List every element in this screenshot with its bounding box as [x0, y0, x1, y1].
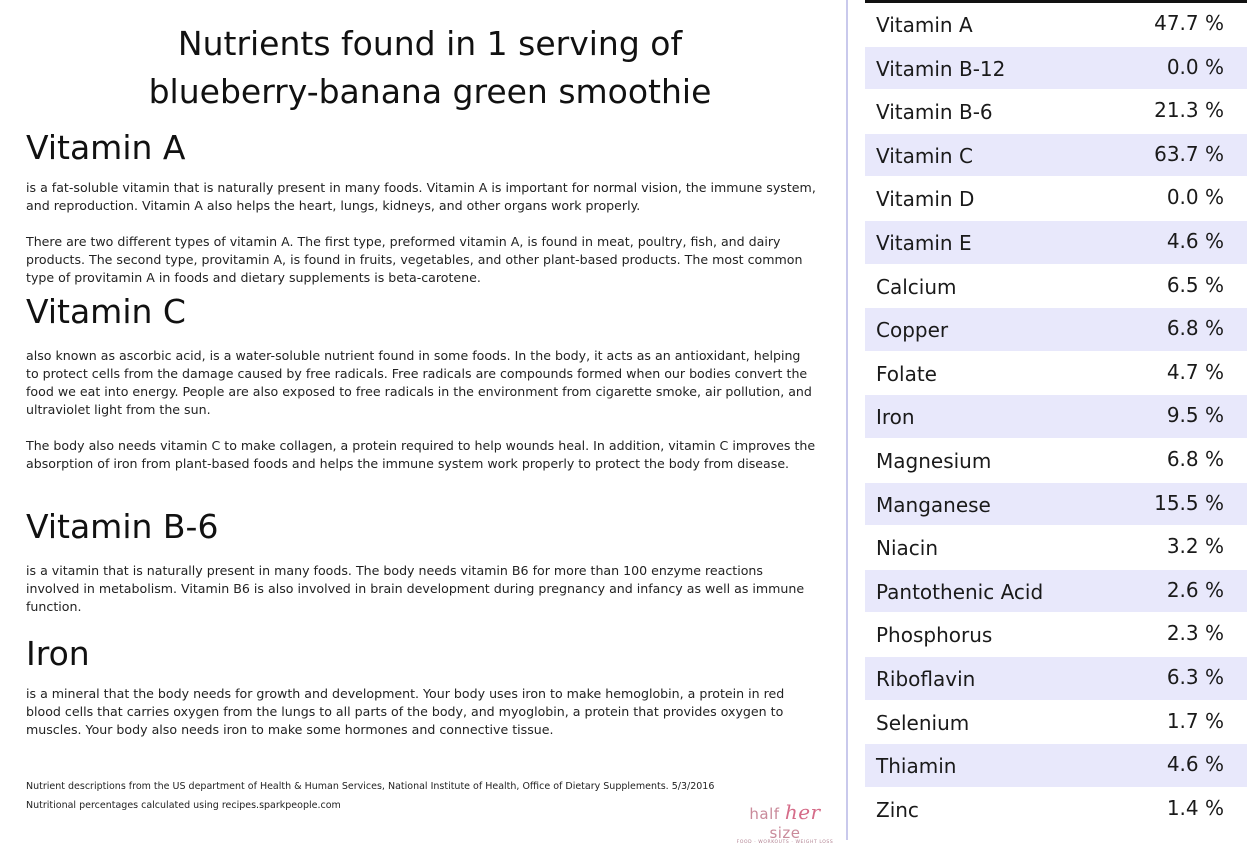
nutrient-percent: 6.8 %	[1166, 316, 1224, 341]
nutrient-row	[865, 177, 1247, 221]
nutrient-row	[865, 221, 1247, 265]
nutrient-name: Manganese	[876, 492, 991, 517]
nutrient-percent: 4.7 %	[1166, 359, 1224, 384]
nutrient-name: Vitamin C	[876, 143, 973, 168]
nutrient-name: Iron	[876, 405, 915, 430]
section-paragraph: is a mineral that the body needs for growth and development. Your body uses iron to make hemoglobin, a protein in red blood cells that carries oxygen from the lungs to all parts of the body, and myoglobin, a protein that provides oxygen to muscles. Your body also needs iron to make some hormones and connective tissue.	[26, 686, 785, 737]
logo-text-size: size	[769, 824, 801, 842]
nutrient-percent: 3.2 %	[1166, 534, 1224, 559]
nutrient-name: Folate	[876, 361, 937, 386]
nutrient-row	[865, 657, 1247, 701]
section-heading-vitamin-a: Vitamin A	[26, 128, 186, 167]
nutrient-row	[865, 439, 1247, 483]
nutrient-name: Vitamin E	[876, 231, 972, 255]
nutrient-name: Vitamin A	[876, 13, 973, 37]
nutrient-row	[865, 570, 1247, 614]
nutrient-percent: 0.0 %	[1166, 185, 1224, 210]
nutrient-name: Copper	[876, 318, 949, 343]
nutrient-row	[865, 526, 1247, 570]
nutrient-name: Magnesium	[876, 449, 992, 473]
nutrient-percent: 0.0 %	[1166, 54, 1224, 79]
footnote-source: Nutrient descriptions from the US department of Health & Human Services, National Institute of Health, Office of Dietary Supplements. 5/3/2016	[26, 781, 715, 792]
nutrient-row	[865, 788, 1247, 832]
half-her-size-logo	[735, 800, 835, 845]
nutrient-percent: 6.3 %	[1166, 665, 1224, 689]
nutrient-table	[865, 0, 1247, 840]
nutrient-name: Riboflavin	[876, 667, 976, 691]
panel-divider	[846, 0, 848, 840]
nutrient-name: Vitamin B-6	[876, 100, 993, 125]
nutrient-name: Thiamin	[876, 754, 957, 779]
nutrient-row	[865, 483, 1247, 527]
section-paragraph: also known as ascorbic acid, is a water-soluble nutrient found in some foods. In the body, it acts as an antioxidant, helping to protect cells from the damage caused by free radicals. Free radicals are compounds formed when our bodies convert the food we eat into energy. People are also exposed to free radicals in the environment from cigarette smoke, air pollution, and ultraviolet light from the sun.	[26, 348, 812, 417]
nutrient-name: Selenium	[876, 710, 970, 735]
nutrient-percent: 15.5 %	[1154, 490, 1224, 515]
nutrient-row	[865, 701, 1247, 745]
section-paragraph: is a vitamin that is naturally present in many foods. The body needs vitamin B6 for more than 100 enzyme reactions involved in metabolism. Vitamin B6 is also involved in brain development during pregnancy and infancy as well as immune function.	[26, 563, 805, 614]
nutrient-row	[865, 47, 1247, 91]
nutrient-percent: 1.7 %	[1166, 708, 1224, 733]
logo-text-her: her	[784, 800, 821, 824]
section-paragraph: is a fat-soluble vitamin that is naturally present in many foods. Vitamin A is important for normal vision, the immune system, and reproduction. Vitamin A also helps the heart, lungs, kidneys, and other organs work properly.	[26, 180, 816, 213]
nutrient-name: Vitamin D	[876, 187, 975, 212]
nutrient-name: Phosphorus	[876, 623, 993, 648]
logo-subtitle: FOOD · WORKOUTS · WEIGHT LOSS	[736, 840, 834, 845]
nutrient-percent: 4.6 %	[1166, 229, 1224, 253]
nutrient-percent: 21.3 %	[1154, 98, 1224, 123]
nutrient-percent: 63.7 %	[1154, 141, 1224, 166]
footnote-calculation: Nutritional percentages calculated using recipes.sparkpeople.com	[26, 800, 341, 811]
nutrient-percent: 1.4 %	[1166, 795, 1224, 820]
nutrient-row	[865, 134, 1247, 178]
nutrient-percent: 4.6 %	[1166, 752, 1224, 777]
nutrient-name: Niacin	[876, 536, 939, 561]
nutrient-name: Pantothenic Acid	[876, 579, 1044, 604]
logo-wordmark	[735, 800, 835, 842]
nutrient-row	[865, 265, 1247, 309]
nutrient-row	[865, 395, 1247, 439]
nutrient-name: Calcium	[876, 274, 957, 299]
nutrient-percent: 47.7 %	[1154, 11, 1224, 35]
section-heading-vitamin-c: Vitamin C	[26, 292, 186, 331]
nutrient-percent: 6.5 %	[1166, 272, 1224, 297]
section-paragraph: There are two different types of vitamin A. The first type, preformed vitamin A, is found in meat, poultry, fish, and dairy products. The second type, provitamin A, is found in fruits, vegetables, and other plant-based products. The most common type of provitamin A in foods and dietary supplements is beta-carotene.	[26, 234, 803, 285]
nutrient-percent: 2.6 %	[1166, 577, 1224, 602]
nutrient-row	[865, 308, 1247, 352]
section-heading-iron: Iron	[26, 634, 90, 673]
page-title	[20, 20, 840, 116]
nutrient-row	[865, 352, 1247, 396]
nutrient-name: Zinc	[876, 797, 919, 822]
nutrient-row	[865, 744, 1247, 788]
section-heading-vitamin-b6: Vitamin B-6	[26, 507, 219, 546]
nutrient-name: Vitamin B-12	[876, 56, 1006, 81]
nutrient-row	[865, 3, 1247, 47]
nutrient-row	[865, 613, 1247, 657]
page-title-line-1: Nutrients found in 1 serving of	[177, 24, 683, 63]
logo-text-half: half	[749, 805, 785, 823]
section-paragraph: The body also needs vitamin C to make collagen, a protein required to help wounds heal. In addition, vitamin C improves the absorption of iron from plant-based foods and helps the immune system work properly to protect the body from disease.	[26, 438, 816, 471]
nutrient-percent: 2.3 %	[1166, 621, 1224, 646]
nutrient-row	[865, 90, 1247, 134]
nutrient-percent: 9.5 %	[1166, 403, 1224, 428]
page-title-line-2: blueberry-banana green smoothie	[148, 72, 712, 111]
nutrient-percent: 6.8 %	[1166, 447, 1224, 471]
